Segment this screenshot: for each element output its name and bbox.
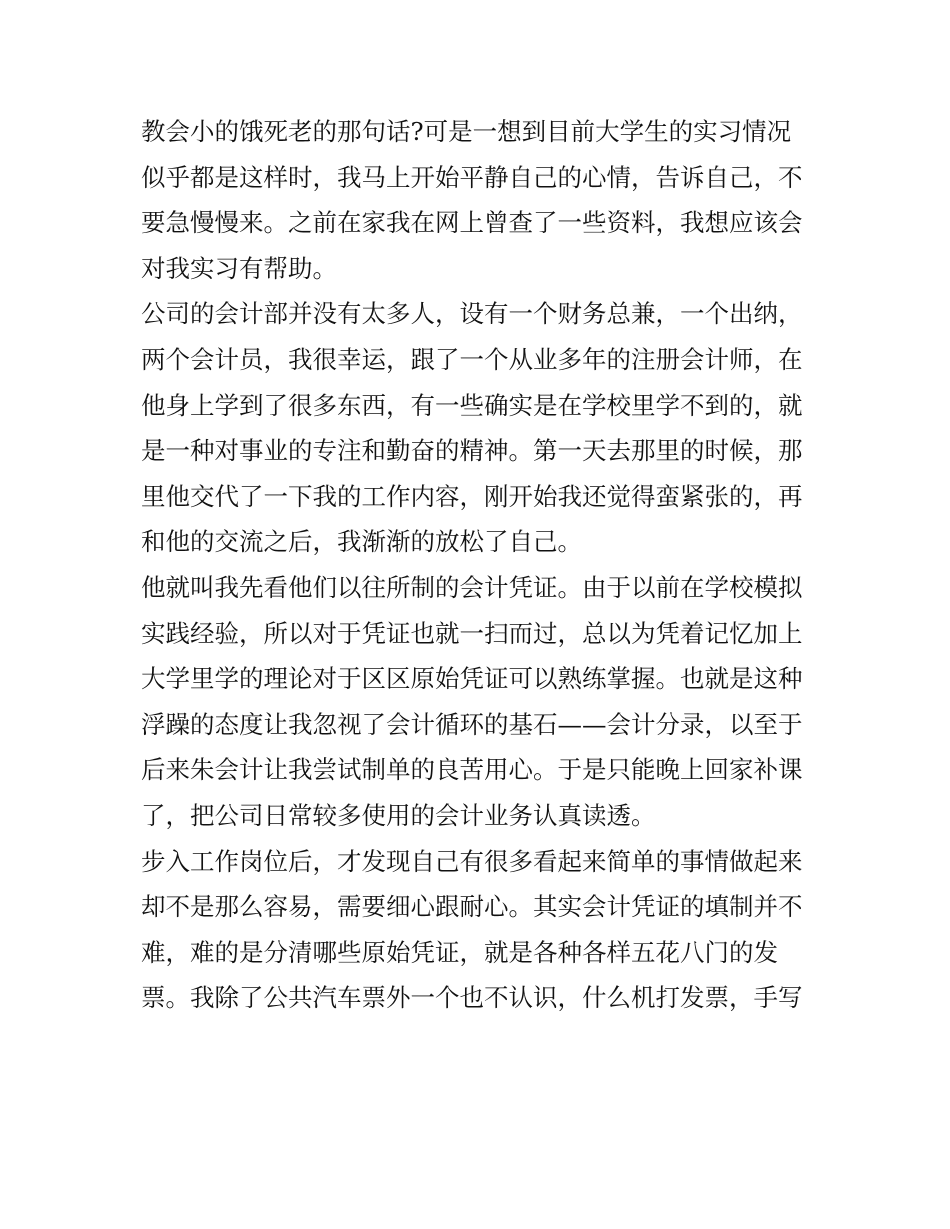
text-line: 了，把公司日常较多使用的会计业务认真读透。 (141, 800, 656, 830)
text-line: 里他交代了一下我的工作内容，刚开始我还觉得蛮紧张的，再 (141, 481, 803, 511)
text-line: 是一种对事业的专注和勤奋的精神。第一天去那里的时候，那 (141, 436, 803, 466)
text-line: 后来朱会计让我尝试制单的良苦用心。于是只能晚上回家补课 (141, 755, 803, 785)
text-line: 大学里学的理论对于区区原始凭证可以熟练掌握。也就是这种 (141, 664, 803, 694)
text-line: 却不是那么容易，需要细心跟耐心。其实会计凭证的填制并不 (141, 892, 803, 922)
text-line: 要急慢慢来。之前在家我在网上曾查了一些资料，我想应该会 (141, 208, 803, 238)
text-line: 和他的交流之后，我渐渐的放松了自己。 (141, 527, 582, 557)
text-line: 实践经验，所以对于凭证也就一扫而过，总以为凭着记忆加上 (141, 618, 803, 648)
text-line: 难，难的是分清哪些原始凭证，就是各种各样五花八门的发 (141, 937, 778, 967)
text-line: 似乎都是这样时，我马上开始平静自己的心情，告诉自己，不 (141, 162, 803, 192)
text-line: 公司的会计部并没有太多人，设有一个财务总兼，一个出纳， (141, 299, 803, 329)
text-line: 他就叫我先看他们以往所制的会计凭证。由于以前在学校模拟 (141, 572, 803, 602)
text-line: 两个会计员，我很幸运，跟了一个从业多年的注册会计师，在 (141, 344, 803, 374)
body-text (141, 109, 821, 1021)
text-line: 他身上学到了很多东西，有一些确实是在学校里学不到的，就 (141, 390, 803, 420)
text-line: 票。我除了公共汽车票外一个也不认识，什么机打发票，手写 (141, 983, 803, 1013)
text-line: 步入工作岗位后，才发现自己有很多看起来简单的事情做起来 (141, 846, 803, 876)
text-line: 教会小的饿死老的那句话?可是一想到目前大学生的实习情况 (141, 117, 792, 146)
text-line: 浮躁的态度让我忽视了会计循环的基石——会计分录，以至于 (141, 709, 803, 739)
text-line: 对我实习有帮助。 (141, 253, 337, 283)
